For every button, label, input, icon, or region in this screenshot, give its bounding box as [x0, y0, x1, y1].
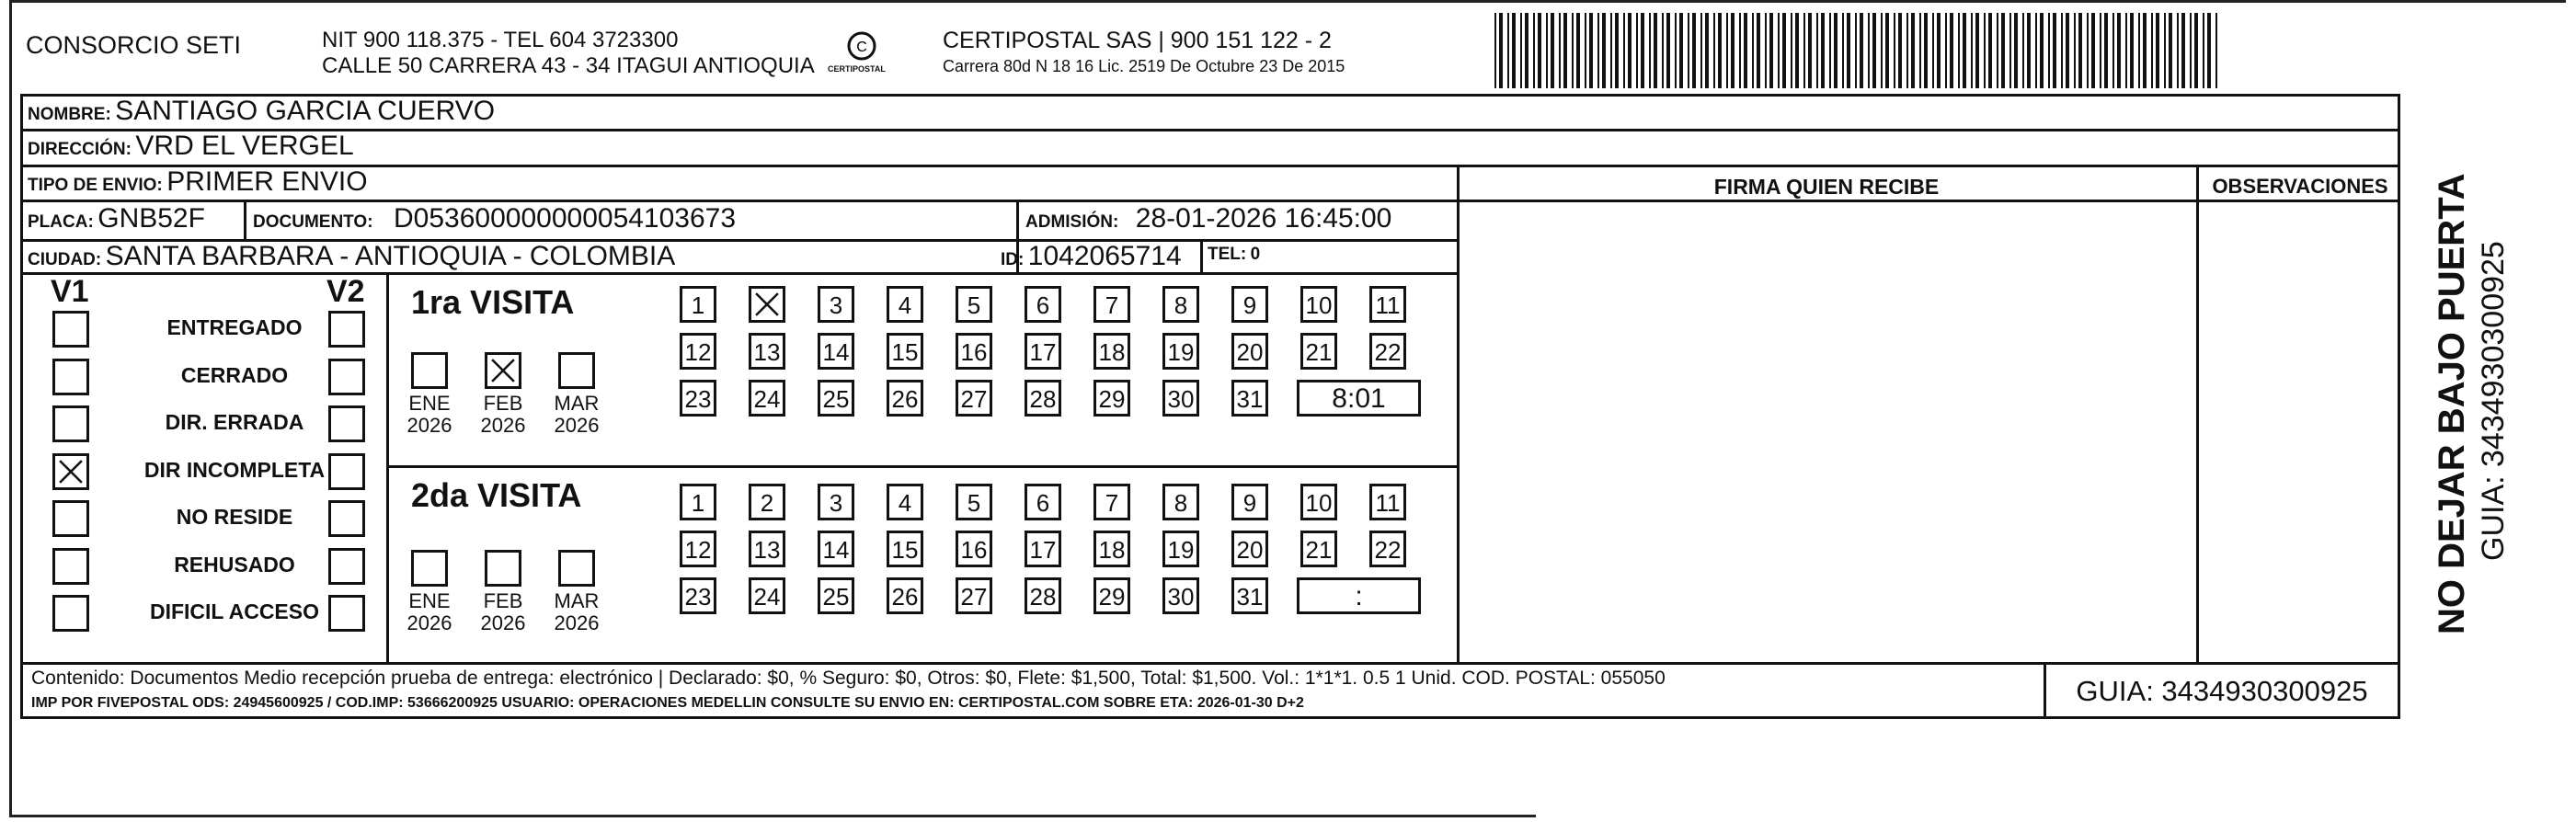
barcode-bar — [1868, 13, 1870, 88]
barcode-bar — [1636, 13, 1638, 88]
nombre-label: NOMBRE: — [28, 105, 111, 124]
barcode-bar — [1821, 13, 1825, 88]
barcode-bar — [1662, 13, 1664, 88]
admision-cell — [1025, 203, 1391, 234]
barcode-bar — [2014, 13, 2018, 88]
barcode-bar — [1572, 13, 1574, 88]
nombre-row — [28, 96, 495, 127]
visit1-day-box[interactable]: 21 — [1300, 333, 1337, 370]
barcode-bar — [1585, 13, 1586, 88]
visit1-day-box[interactable]: 16 — [956, 333, 992, 370]
barcode-bar — [2027, 13, 2031, 88]
barcode-bar — [1842, 13, 1844, 88]
barcode-bar — [1906, 13, 1908, 88]
visit2-day-box[interactable]: 13 — [749, 531, 785, 567]
v2-checkbox[interactable] — [328, 405, 365, 442]
barcode-bar — [1512, 13, 1516, 88]
visit2-day-box[interactable]: 10 — [1300, 484, 1337, 520]
barcode-bar — [2138, 13, 2140, 88]
firma-area[interactable] — [1462, 204, 2192, 658]
logo-icon — [828, 28, 901, 83]
sheet-top-edge — [9, 0, 2566, 3]
certipostal-logo — [828, 28, 901, 83]
barcode-bar — [1589, 13, 1593, 88]
barcode-bar — [2156, 13, 2159, 88]
svg-text:C: C — [856, 40, 867, 55]
visit1-day-box[interactable]: 28 — [1025, 380, 1061, 417]
visit2-month-checkbox[interactable] — [558, 550, 595, 587]
barcode-bar — [1576, 13, 1580, 88]
v2-checkbox[interactable] — [328, 311, 365, 348]
visit1-day-box[interactable]: 11 — [1369, 286, 1406, 323]
barcode-bar — [1700, 13, 1702, 88]
v2-label: V2 — [326, 274, 365, 309]
visit2-day-box[interactable]: 24 — [749, 577, 785, 614]
visit2-day-box[interactable]: 16 — [956, 531, 992, 567]
observaciones-header: OBSERVACIONES — [2212, 175, 2388, 198]
visit2-day-box[interactable]: 14 — [818, 531, 854, 567]
visit2-day-box[interactable]: 15 — [887, 531, 923, 567]
v1-checkbox[interactable] — [52, 500, 89, 537]
barcode-bar — [2022, 13, 2024, 88]
status-label: DIFICIL ACCESO — [149, 599, 319, 623]
visit1-day-box[interactable]: 24 — [749, 380, 785, 417]
visit2-day-box[interactable]: 27 — [956, 577, 992, 614]
barcode-bar — [1829, 13, 1831, 88]
visit2-day-box[interactable]: 31 — [1231, 577, 1268, 614]
visit2-time-box[interactable]: : — [1297, 577, 1421, 614]
barcode-bar — [2164, 13, 2166, 88]
visit2-day-box[interactable]: 18 — [1093, 531, 1130, 567]
barcode-bar — [1739, 13, 1741, 88]
barcode-bar — [1963, 13, 1966, 88]
visit2-day-box[interactable]: 25 — [818, 577, 854, 614]
barcode-bar — [1791, 13, 1792, 88]
visit1-day-box[interactable]: 6 — [1025, 286, 1061, 323]
status-label: ENTREGADO — [166, 315, 303, 339]
visit1-day-box[interactable]: 20 — [1231, 333, 1268, 370]
barcode-bar — [2066, 13, 2069, 88]
barcode-bar — [2125, 13, 2127, 88]
barcode-bar — [1847, 13, 1850, 88]
v1-checkbox[interactable] — [52, 359, 89, 395]
sheet-bottom-edge — [9, 815, 1536, 817]
barcode-bar — [2048, 13, 2050, 88]
documento-label: DOCUMENTO: — [253, 212, 373, 232]
visit1-day-box[interactable]: 27 — [956, 380, 992, 417]
visit2-day-box[interactable]: 12 — [680, 531, 716, 567]
barcode-bar — [2078, 13, 2082, 88]
visit1-day-box[interactable]: 4 — [887, 286, 923, 323]
barcode-bar — [1688, 13, 1689, 88]
visit1-day-box[interactable]: 14 — [818, 333, 854, 370]
placa-cell — [28, 203, 205, 234]
barcode-bar — [1919, 13, 1921, 88]
v2-checkbox[interactable] — [328, 359, 365, 395]
documento-cell — [253, 203, 736, 234]
tel-label: TEL: — [1208, 245, 1247, 264]
barcode-bar — [2061, 13, 2063, 88]
barcode-bar — [1752, 13, 1754, 88]
placa-label: PLACA: — [28, 212, 94, 232]
barcode-bar — [2053, 13, 2056, 88]
barcode-bar — [1950, 13, 1953, 88]
visit2-day-box[interactable]: 19 — [1162, 531, 1199, 567]
barcode-bar — [1494, 13, 1496, 88]
status-label: DIR. ERRADA — [165, 410, 304, 434]
visit1-day-box[interactable]: 29 — [1093, 380, 1130, 417]
barcode-bar — [2143, 13, 2147, 88]
visit1-day-box[interactable]: 30 — [1162, 380, 1199, 417]
barcode-bar — [2203, 13, 2204, 88]
barcode-bar — [1782, 13, 1786, 88]
visit2-day-box[interactable]: 4 — [887, 484, 923, 520]
barcode-bar — [1559, 13, 1561, 88]
barcode-bar — [1958, 13, 1960, 88]
visit1-day-box[interactable]: 31 — [1231, 380, 1268, 417]
visit2-day-box[interactable]: 7 — [1093, 484, 1130, 520]
visit1-title: 1ra VISITA — [411, 283, 575, 321]
side-no-dejar: NO DEJAR BAJO PUERTA — [2432, 173, 2472, 634]
barcode-bar — [2009, 13, 2011, 88]
barcode-bar — [2177, 13, 2179, 88]
tipo-row — [28, 166, 368, 198]
status-label: DIR INCOMPLETA — [143, 457, 326, 482]
barcode-bar — [1997, 13, 1998, 88]
visit1-day-box[interactable] — [749, 286, 785, 323]
barcode-bar — [1731, 13, 1735, 88]
visit1-month-label: MAR 2026 — [554, 392, 600, 437]
tel-value: 0 — [1250, 245, 1261, 264]
visit2-day-box[interactable]: 3 — [818, 484, 854, 520]
v2-checkbox[interactable] — [328, 453, 365, 490]
visit1-month-checkbox[interactable] — [411, 352, 448, 389]
visit2-day-box[interactable]: 23 — [680, 577, 716, 614]
barcode-bar — [2169, 13, 2172, 88]
certipostal-line: CERTIPOSTAL SAS | 900 151 122 - 2 — [943, 28, 1332, 53]
barcode — [1494, 13, 2221, 88]
visit1-month-label: ENE 2026 — [406, 392, 452, 437]
barcode-bar — [2100, 13, 2101, 88]
visit2-day-box[interactable]: 20 — [1231, 531, 1268, 567]
visit1-day-box[interactable]: 1 — [680, 286, 716, 323]
barcode-bar — [1654, 13, 1657, 88]
barcode-bar — [2087, 13, 2089, 88]
logo-text: CERTIPOSTAL — [828, 64, 886, 74]
barcode-bar — [1911, 13, 1915, 88]
direccion-label: DIRECCIÓN: — [28, 140, 132, 159]
barcode-bar — [1924, 13, 1928, 88]
barcode-bar — [1971, 13, 1973, 88]
barcode-bar — [1834, 13, 1838, 88]
visit1-day-box[interactable]: 5 — [956, 286, 992, 323]
visit2-month-label: ENE 2026 — [406, 589, 452, 634]
barcode-bar — [1855, 13, 1857, 88]
barcode-bar — [2117, 13, 2121, 88]
barcode-bar — [1675, 13, 1677, 88]
tel-cell — [1208, 245, 1260, 265]
barcode-bar — [1610, 13, 1612, 88]
barcode-bar — [1988, 13, 1992, 88]
visit1-day-box[interactable]: 7 — [1093, 286, 1130, 323]
barcode-bar — [2074, 13, 2076, 88]
v2-checkbox[interactable] — [328, 595, 365, 632]
visit2-day-box[interactable]: 29 — [1093, 577, 1130, 614]
barcode-bar — [2112, 13, 2114, 88]
barcode-bar — [2151, 13, 2153, 88]
tipo-label: TIPO DE ENVIO: — [28, 176, 163, 195]
barcode-bar — [1975, 13, 1979, 88]
footer-line1: Contenido: Documentos Medio recepción prueba de entrega: electrónico | Declarado: $0, % Seguro: $0, Otros: $0, Flete: $1,500, Total: $1,500. Vol.: 1*1*1. 0.5 1 Unid. COD. POSTAL: 055050 — [31, 668, 1666, 689]
barcode-bar — [1894, 13, 1895, 88]
barcode-bar — [2207, 13, 2211, 88]
visit2-month-checkbox[interactable] — [411, 550, 448, 587]
status-label: REHUSADO — [174, 552, 295, 577]
visit1-month-checkbox[interactable] — [558, 352, 595, 389]
barcode-bar — [1546, 13, 1548, 88]
barcode-bar — [1649, 13, 1651, 88]
visit2-day-box[interactable]: 6 — [1025, 484, 1061, 520]
barcode-bar — [1499, 13, 1503, 88]
admision-value: 28-01-2026 16:45:00 — [1135, 203, 1392, 234]
barcode-bar — [2091, 13, 2095, 88]
direccion-value: VRD EL VERGEL — [135, 131, 354, 161]
barcode-bar — [1765, 13, 1767, 88]
placa-value: GNB52F — [97, 203, 205, 234]
nit-line: NIT 900 118.375 - TEL 604 3723300 — [322, 28, 679, 52]
barcode-bar — [1860, 13, 1863, 88]
barcode-bar — [1551, 13, 1554, 88]
visit2-day-box[interactable]: 1 — [680, 484, 716, 520]
address-line: CALLE 50 CARRERA 43 - 34 ITAGUI ANTIOQUIA — [322, 53, 815, 78]
barcode-bar — [1778, 13, 1780, 88]
ciudad-label: CIUDAD: — [28, 250, 102, 269]
barcode-bar — [1705, 13, 1709, 88]
barcode-bar — [1679, 13, 1683, 88]
barcode-bar — [1628, 13, 1631, 88]
visit2-day-box[interactable]: 22 — [1369, 531, 1406, 567]
sheet-left-edge — [9, 0, 12, 816]
visit1-month-label: FEB 2026 — [480, 392, 526, 437]
v1-checkbox[interactable] — [52, 548, 89, 585]
barcode-bar — [2104, 13, 2108, 88]
visit1-day-box[interactable]: 10 — [1300, 286, 1337, 323]
visit2-title: 2da VISITA — [411, 476, 582, 514]
id-cell — [1001, 241, 1182, 272]
barcode-bar — [1757, 13, 1760, 88]
documento-value: D053600000000054103673 — [394, 203, 737, 234]
barcode-bar — [1533, 13, 1535, 88]
barcode-bar — [2215, 13, 2217, 88]
barcode-bar — [1692, 13, 1696, 88]
barcode-bar — [1984, 13, 1986, 88]
barcode-bar — [1932, 13, 1934, 88]
visit2-day-box[interactable]: 17 — [1025, 531, 1061, 567]
barcode-bar — [1597, 13, 1599, 88]
v2-checkbox[interactable] — [328, 548, 365, 585]
visit2-day-box[interactable]: 9 — [1231, 484, 1268, 520]
visit2-day-box[interactable]: 8 — [1162, 484, 1199, 520]
barcode-bar — [1885, 13, 1889, 88]
admision-label: ADMISIÓN: — [1025, 212, 1119, 232]
visit1-day-box[interactable]: 17 — [1025, 333, 1061, 370]
visit1-time-box[interactable]: 8:01 — [1297, 380, 1421, 417]
visit2-day-box[interactable]: 11 — [1369, 484, 1406, 520]
visit1-day-box[interactable]: 13 — [749, 333, 785, 370]
barcode-bar — [1726, 13, 1728, 88]
barcode-bar — [1803, 13, 1805, 88]
visit2-month-checkbox[interactable] — [485, 550, 521, 587]
barcode-bar — [2194, 13, 2198, 88]
side-guia: GUIA: 3434930300925 — [2476, 241, 2511, 561]
barcode-bar — [2181, 13, 2185, 88]
observaciones-area[interactable] — [2202, 204, 2397, 658]
visit1-day-box[interactable]: 23 — [680, 380, 716, 417]
visit1-day-box[interactable]: 18 — [1093, 333, 1130, 370]
visit1-day-box[interactable]: 9 — [1231, 286, 1268, 323]
barcode-bar — [1563, 13, 1567, 88]
visit2-day-box[interactable]: 2 — [749, 484, 785, 520]
barcode-bar — [1538, 13, 1541, 88]
visit1-day-box[interactable]: 15 — [887, 333, 923, 370]
visit2-day-box[interactable]: 21 — [1300, 531, 1337, 567]
ciudad-value: SANTA BARBARA - ANTIOQUIA - COLOMBIA — [105, 241, 676, 271]
id-label: ID: — [1001, 250, 1025, 269]
status-label: CERRADO — [180, 362, 289, 387]
certipostal-sub: Carrera 80d N 18 16 Lic. 2519 De Octubre 23 De 2015 — [943, 57, 1345, 75]
barcode-bar — [1881, 13, 1883, 88]
tipo-value: PRIMER ENVIO — [166, 166, 368, 197]
visit2-day-box[interactable]: 30 — [1162, 577, 1199, 614]
v1-checkbox[interactable] — [52, 311, 89, 348]
barcode-bar — [1615, 13, 1619, 88]
v2-checkbox[interactable] — [328, 500, 365, 537]
footer-line2: IMP POR FIVEPOSTAL ODS: 24945600925 / COD.IMP: 53666200925 USUARIO: OPERACIONES MEDELLIN CONSULTE SU ENVIO EN: CERTIPOSTAL.COM SOBRE ETA: 2026-01-30 D+2 — [31, 695, 1304, 711]
barcode-bar — [1623, 13, 1625, 88]
nombre-value: SANTIAGO GARCIA CUERVO — [115, 96, 496, 126]
barcode-bar — [2040, 13, 2044, 88]
status-label: NO RESIDE — [176, 505, 293, 529]
company-name: CONSORCIO SETI — [26, 31, 242, 59]
id-value: 1042065714 — [1027, 241, 1182, 271]
barcode-bar — [1937, 13, 1941, 88]
barcode-bar — [1872, 13, 1876, 88]
visit1-day-box[interactable]: 3 — [818, 286, 854, 323]
barcode-bar — [2130, 13, 2134, 88]
barcode-bar — [1713, 13, 1715, 88]
visit1-day-box[interactable]: 8 — [1162, 286, 1199, 323]
barcode-bar — [2001, 13, 2005, 88]
visit2-month-label: FEB 2026 — [480, 589, 526, 634]
barcode-bar — [1795, 13, 1799, 88]
visit1-day-box[interactable]: 26 — [887, 380, 923, 417]
v1-label: V1 — [51, 274, 89, 309]
barcode-bar — [1744, 13, 1747, 88]
visit2-day-box[interactable]: 28 — [1025, 577, 1061, 614]
barcode-bar — [1641, 13, 1644, 88]
barcode-bar — [1525, 13, 1528, 88]
barcode-bar — [1945, 13, 1947, 88]
barcode-bar — [2190, 13, 2192, 88]
barcode-bar — [1898, 13, 1902, 88]
barcode-bar — [1816, 13, 1818, 88]
v1-checkbox[interactable] — [52, 453, 89, 490]
barcode-bar — [1718, 13, 1722, 88]
barcode-bar — [1769, 13, 1773, 88]
barcode-bar — [1520, 13, 1522, 88]
visit2-day-box[interactable]: 5 — [956, 484, 992, 520]
barcode-bar — [1602, 13, 1606, 88]
direccion-row — [28, 131, 354, 162]
firma-header: FIRMA QUIEN RECIBE — [1713, 175, 1940, 199]
visit1-month-checkbox[interactable] — [485, 352, 521, 389]
visit1-day-box[interactable]: 22 — [1369, 333, 1406, 370]
barcode-bar — [1808, 13, 1812, 88]
v1-checkbox[interactable] — [52, 595, 89, 632]
visit2-month-label: MAR 2026 — [554, 589, 600, 634]
visit1-day-box[interactable]: 25 — [818, 380, 854, 417]
barcode-bar — [1507, 13, 1509, 88]
footer-guia: GUIA: 3434930300925 — [2076, 675, 2368, 707]
ciudad-cell — [28, 241, 675, 272]
barcode-bar — [1666, 13, 1670, 88]
visit1-day-box[interactable]: 19 — [1162, 333, 1199, 370]
barcode-bar — [2035, 13, 2037, 88]
visit2-day-box[interactable]: 26 — [887, 577, 923, 614]
visit1-day-box[interactable]: 12 — [680, 333, 716, 370]
v1-checkbox[interactable] — [52, 405, 89, 442]
